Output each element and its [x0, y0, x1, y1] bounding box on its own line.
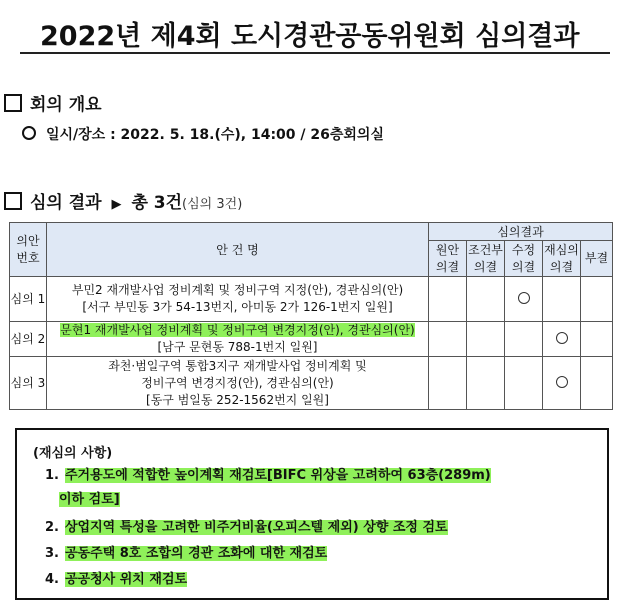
row-item-line: [동구 범일동 252-1562번지 일원]: [146, 392, 329, 407]
circle-mark-icon: [556, 332, 568, 344]
row-item-line: 정비구역 변경지정(안), 경관심의(안): [141, 375, 334, 390]
row-item-line: [남구 문현동 788-1번지 일원]: [157, 340, 318, 354]
row-number: 심의 1: [10, 277, 47, 322]
resubmission-item: [45, 568, 187, 592]
item-number: 1.: [45, 468, 59, 483]
result-cell: [467, 357, 505, 410]
meeting-info: [22, 124, 384, 144]
result-total-sub: (심의 3건): [182, 197, 243, 212]
row-number: 심의 3: [10, 357, 47, 410]
result-cell: [505, 322, 543, 357]
resubmission-item: [45, 464, 491, 512]
result-cell: [467, 277, 505, 322]
result-cell: [505, 357, 543, 410]
circle-mark-icon: [518, 292, 530, 304]
result-cell: [581, 277, 613, 322]
section-meeting-heading: [4, 90, 102, 115]
section-meeting-label: 회의 개요: [30, 95, 102, 115]
section-result-heading: [4, 188, 242, 213]
circle-bullet-icon: [22, 126, 36, 140]
result-cell: [429, 357, 467, 410]
col-header-result: 심의결과: [429, 223, 613, 241]
col-header-resubmit: 재심의 의결: [543, 241, 581, 277]
circle-mark-icon: [556, 376, 568, 388]
results-table: [9, 222, 613, 410]
result-cell: [543, 357, 581, 410]
resubmission-item: [45, 516, 448, 540]
row-item: [47, 357, 429, 410]
item-text-continued: 이하 검토]: [59, 492, 120, 507]
page-title: 2022년 제4회 도시경관공동위원회 심의결과: [40, 21, 580, 52]
table-row: [10, 322, 613, 357]
title-underline: [20, 52, 610, 54]
item-text: 공공청사 위치 재검토: [64, 572, 188, 587]
result-cell: [429, 322, 467, 357]
section-result-label: 심의 결과: [30, 193, 102, 213]
result-cell: [581, 357, 613, 410]
col-header-rejected: 부결: [581, 241, 613, 277]
resubmission-item: [45, 542, 327, 566]
col-header-original: 원안 의결: [429, 241, 467, 277]
checkbox-square-icon: [4, 192, 22, 210]
table-row: [10, 357, 613, 410]
result-cell: [543, 322, 581, 357]
table-row: [10, 277, 613, 322]
result-cell: [543, 277, 581, 322]
result-cell: [581, 322, 613, 357]
triangle-right-icon: ▶: [111, 197, 122, 212]
item-number: 2.: [45, 520, 59, 535]
row-item-line: 부민2 재개발사업 정비계획 및 정비구역 지정(안), 경관심의(안): [71, 283, 404, 297]
resubmission-title: (재심의 사항): [33, 446, 113, 461]
col-header-modified: 수정 의결: [505, 241, 543, 277]
row-item-line: [서구 부민동 3가 54-13번지, 아미동 2가 126-1번지 일원]: [82, 300, 393, 314]
row-item: [47, 322, 429, 357]
item-text: 상업지역 특성을 고려한 비주거비율(오피스텔 제외) 상향 조정 검토: [64, 520, 448, 535]
col-header-conditional: 조건부 의결: [467, 241, 505, 277]
item-number: 4.: [45, 572, 59, 587]
result-cell: [505, 277, 543, 322]
result-cell: [429, 277, 467, 322]
checkbox-square-icon: [4, 94, 22, 112]
resubmission-box: [15, 428, 609, 600]
row-item: [47, 277, 429, 322]
item-text: 공동주택 8호 조합의 경관 조화에 대한 재검토: [64, 546, 328, 561]
row-item-line: 문현1 재개발사업 정비계획 및 정비구역 변경지정(안), 경관심의(안): [60, 323, 415, 337]
result-cell: [467, 322, 505, 357]
col-header-item: 안 건 명: [47, 223, 429, 277]
item-text: 주거용도에 적합한 높이계획 재검토[BIFC 위상을 고려하여 63층(289m): [64, 468, 491, 483]
row-item-line: 좌천·범일구역 통합3지구 재개발사업 정비계획 및: [108, 358, 367, 373]
row-number: 심의 2: [10, 322, 47, 357]
result-total: 총 3건: [131, 193, 183, 213]
item-number: 3.: [45, 546, 59, 561]
col-header-number: 의안 번호: [10, 223, 47, 277]
meeting-line: 일시/장소 : 2022. 5. 18.(수), 14:00 / 26층회의실: [46, 127, 384, 143]
